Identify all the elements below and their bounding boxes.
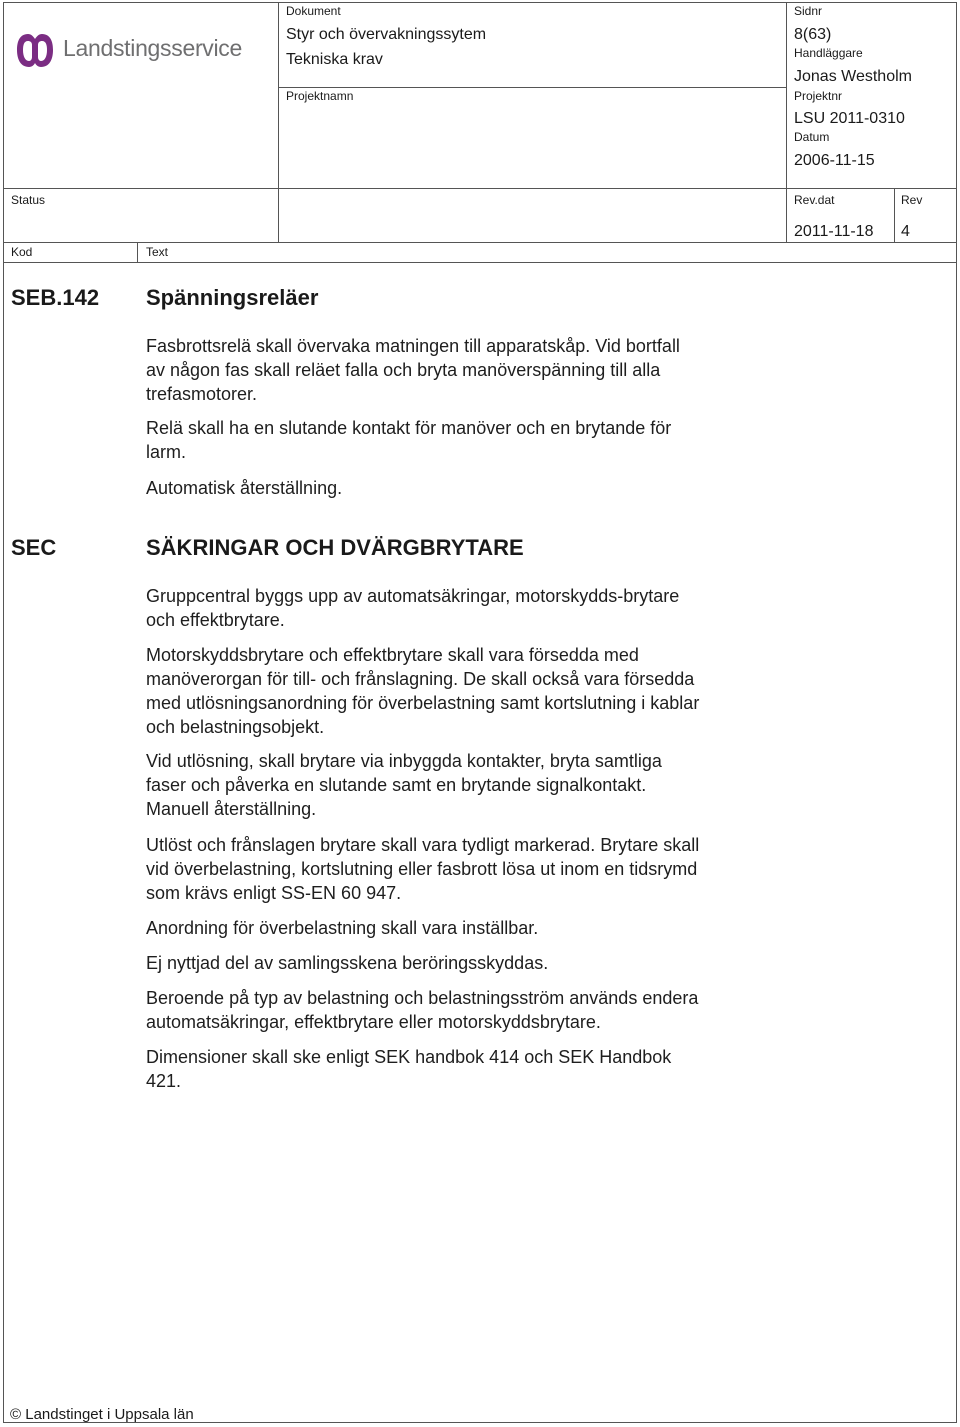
paragraph <box>146 334 796 406</box>
header-rule-projektnamn <box>278 87 787 88</box>
paragraph-line: och effektbrytare. <box>146 610 285 630</box>
paragraph <box>146 951 796 975</box>
landstingsservice-logo <box>15 31 243 73</box>
paragraph-line: Automatisk återställning. <box>146 478 343 498</box>
logo-emblem-icon <box>15 31 55 71</box>
paragraph <box>146 476 796 500</box>
header-rule-bottom <box>3 262 957 263</box>
paragraph-line: vid överbelastning, kortslutning eller fasbrott lösa ut inom en tidsrymd <box>146 859 698 879</box>
header-divider-v-rev <box>894 188 895 242</box>
paragraph <box>146 916 796 940</box>
paragraph-line: automatsäkringar, effektbrytare eller motorskyddsbrytare. <box>146 1012 601 1032</box>
section-title: Spänningsreläer <box>146 285 319 310</box>
paragraph-line: Dimensioner skall ske enligt SEK handbok 414 och SEK Handbok <box>146 1047 672 1067</box>
paragraph <box>146 1045 796 1093</box>
sidnr-label: Sidnr <box>794 4 823 18</box>
paragraph <box>146 833 796 905</box>
dokument-line1: Styr och övervakningssytem <box>286 26 487 43</box>
projektnamn-label: Projektnamn <box>286 89 354 103</box>
paragraph-line: av någon fas skall reläet falla och bryta manöverspänning till alla <box>146 360 661 380</box>
rev-label: Rev <box>901 193 923 207</box>
paragraph-line: manöverorgan för till- och frånslagning. De skall också vara försedda <box>146 669 695 689</box>
paragraph-line: trefasmotorer. <box>146 384 258 404</box>
paragraph <box>146 643 796 739</box>
projektnr-value: LSU 2011-0310 <box>794 110 905 127</box>
logo-text: Landstingsservice <box>63 35 243 61</box>
dokument-line2: Tekniska krav <box>286 51 383 68</box>
paragraph-line: Manuell återställning. <box>146 799 317 819</box>
section-title: SÄKRINGAR OCH DVÄRGBRYTARE <box>146 535 524 560</box>
paragraph-line: Ej nyttjad del av samlingsskena beröringsskyddas. <box>146 953 549 973</box>
revdat-value: 2011-11-18 <box>794 223 874 240</box>
kod-label: Kod <box>11 245 33 259</box>
header-rule-status <box>3 188 957 189</box>
paragraph-line: med utlösningsanordning för överbelastning samt kortslutning i kablar <box>146 693 700 713</box>
paragraph-line: Gruppcentral byggs upp av automatsäkringar, motorskydds-brytare <box>146 586 680 606</box>
handlaggare-value: Jonas Westholm <box>794 68 912 85</box>
dokument-label: Dokument <box>286 4 341 18</box>
handlaggare-label: Handläggare <box>794 46 863 60</box>
header-divider-v-logo <box>278 2 279 242</box>
paragraph-line: Motorskyddsbrytare och effektbrytare skall vara försedda med <box>146 645 639 665</box>
paragraph-line: som krävs enligt SS-EN 60 947. <box>146 883 402 903</box>
copyright-icon: © <box>10 1406 22 1423</box>
header-divider-v-sidnr <box>786 2 787 242</box>
paragraph-line: larm. <box>146 442 186 462</box>
paragraph-line: 421. <box>146 1071 182 1091</box>
header-divider-v-kod <box>137 242 138 262</box>
text-label: Text <box>146 245 169 259</box>
paragraph-line: och belastningsobjekt. <box>146 717 325 737</box>
projektnr-label: Projektnr <box>794 89 843 103</box>
footer <box>10 1406 194 1424</box>
paragraph-line: Fasbrottsrelä skall övervaka matningen till apparatskåp. Vid bortfall <box>146 336 680 356</box>
paragraph-line: Vid utlösning, skall brytare via inbyggda kontakter, bryta samtliga <box>146 751 662 771</box>
datum-value: 2006-11-15 <box>794 152 875 169</box>
section-code: SEB.142 <box>11 285 100 310</box>
footer-text: Landstinget i Uppsala län <box>25 1406 194 1423</box>
paragraph-line: Beroende på typ av belastning och belastningsström används endera <box>146 988 699 1008</box>
revdat-label: Rev.dat <box>794 193 835 207</box>
section-code: SEC <box>11 535 57 560</box>
paragraph <box>146 749 796 821</box>
datum-label: Datum <box>794 130 830 144</box>
sidnr-value: 8(63) <box>794 26 832 43</box>
paragraph-line: Utlöst och frånslagen brytare skall vara tydligt markerad. Brytare skall <box>146 835 700 855</box>
header-rule-kod <box>3 242 957 243</box>
paragraph-line: Relä skall ha en slutande kontakt för manöver och en brytande för <box>146 418 672 438</box>
paragraph <box>146 584 796 632</box>
paragraph-line: faser och påverka en slutande samt en brytande signalkontakt. <box>146 775 647 795</box>
paragraph-line: Anordning för överbelastning skall vara inställbar. <box>146 918 539 938</box>
rev-value: 4 <box>901 223 910 240</box>
status-label: Status <box>11 193 46 207</box>
paragraph <box>146 416 796 464</box>
paragraph <box>146 986 796 1034</box>
